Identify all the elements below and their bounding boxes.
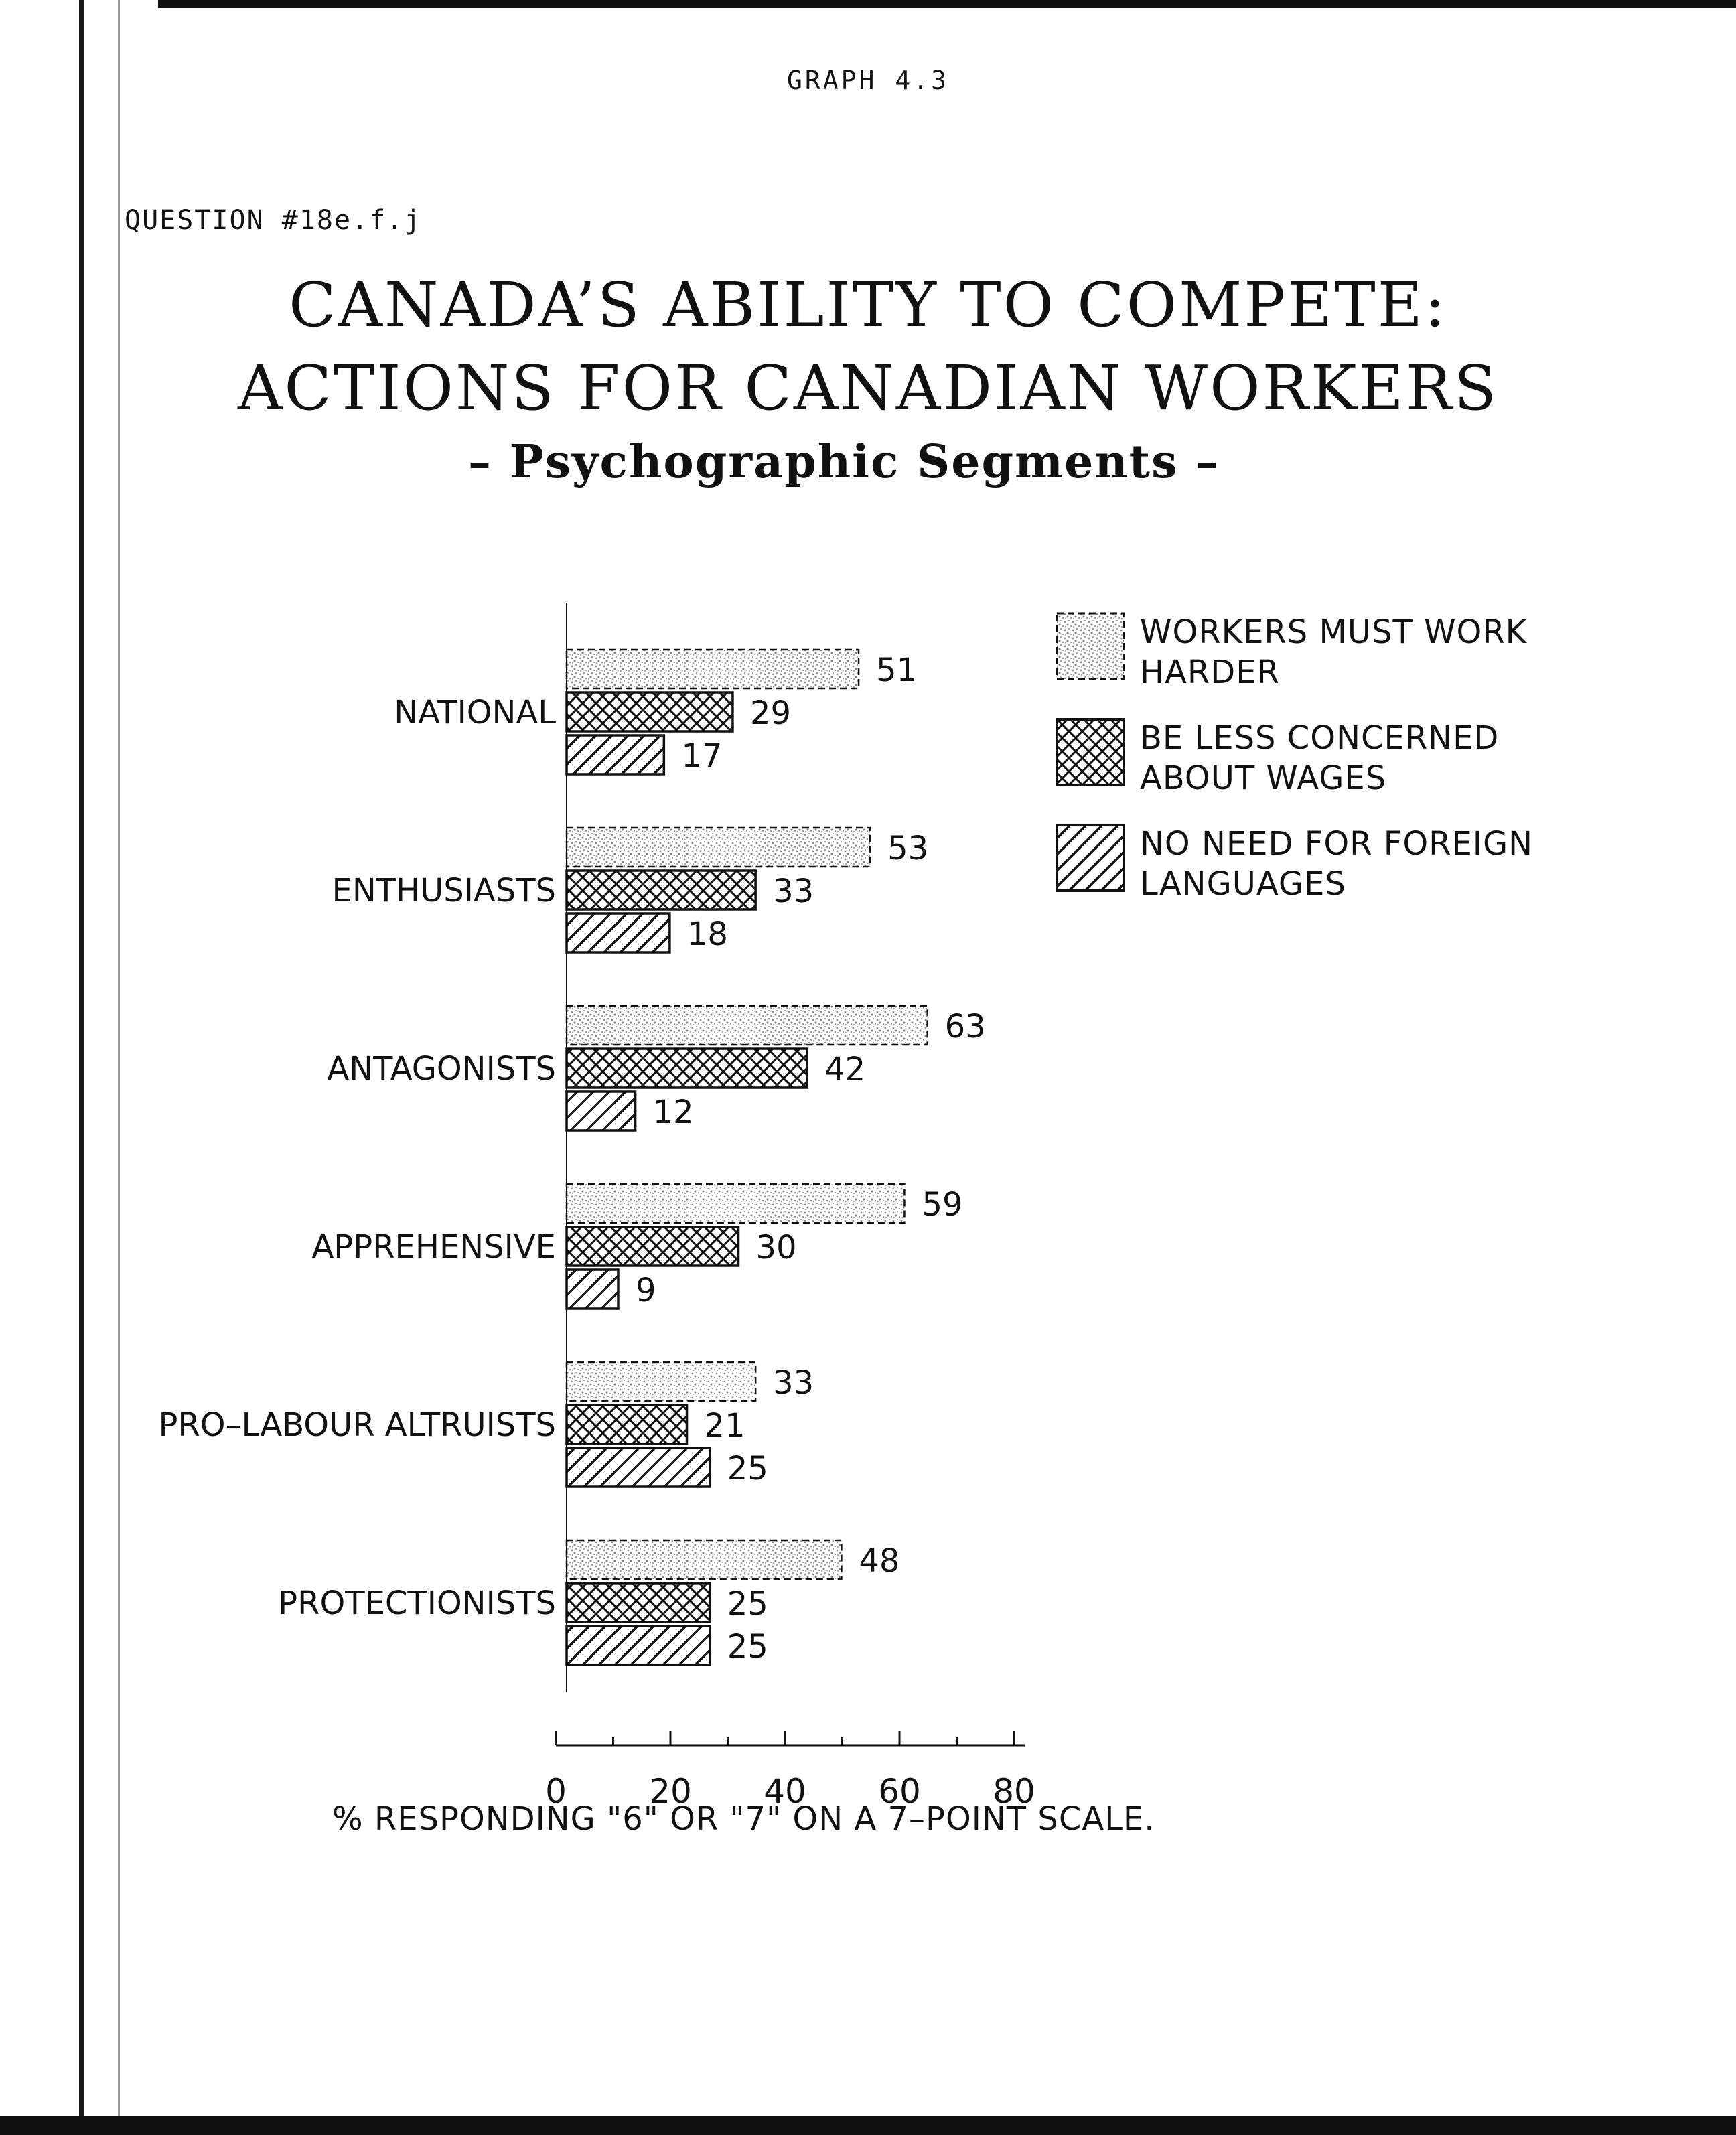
legend-swatch-crosshatch xyxy=(1056,718,1125,786)
bar-work-harder xyxy=(567,828,870,867)
legend-item-work-harder xyxy=(1056,612,1591,692)
category-label: PROTECTIONISTS xyxy=(278,1585,556,1622)
value-label: 48 xyxy=(859,1542,900,1580)
value-label: 53 xyxy=(887,830,929,867)
category-label: ENTHUSIASTS xyxy=(332,872,556,909)
value-label: 59 xyxy=(922,1186,963,1224)
legend-item-less-concerned xyxy=(1056,718,1591,798)
value-label: 42 xyxy=(824,1051,866,1088)
bar-work-harder xyxy=(567,1006,928,1045)
legend-swatch-diagonal xyxy=(1056,824,1125,892)
x-tick-label: 40 xyxy=(764,1772,806,1811)
bar-foreign-languages xyxy=(567,735,664,774)
value-label: 30 xyxy=(755,1229,797,1266)
graph-number: GRAPH 4.3 xyxy=(787,66,949,95)
x-tick-label: 80 xyxy=(993,1772,1035,1811)
axis-footnote: % RESPONDING "6" OR "7" ON A 7–POINT SCALE. xyxy=(332,1800,1155,1838)
value-label: 51 xyxy=(876,652,918,689)
value-label: 9 xyxy=(635,1272,656,1309)
value-label: 12 xyxy=(652,1094,694,1131)
bar-foreign-languages xyxy=(567,1270,618,1309)
legend-item-foreign-languages xyxy=(1056,824,1591,904)
bar-less-concerned xyxy=(567,871,755,909)
x-tick-label: 0 xyxy=(545,1772,567,1811)
value-label: 63 xyxy=(944,1008,986,1045)
x-tick-label: 20 xyxy=(649,1772,692,1811)
bar-less-concerned xyxy=(567,1405,687,1444)
category-label: PRO–LABOUR ALTRUISTS xyxy=(158,1406,556,1444)
value-label: 21 xyxy=(704,1407,745,1445)
value-label: 33 xyxy=(773,873,814,910)
bar-work-harder xyxy=(567,1540,841,1579)
bar-foreign-languages xyxy=(567,1448,710,1487)
value-label: 17 xyxy=(681,737,723,775)
bar-foreign-languages xyxy=(567,913,670,952)
value-label: 25 xyxy=(727,1628,768,1666)
value-label: 25 xyxy=(727,1450,768,1487)
bar-foreign-languages xyxy=(567,1626,710,1665)
value-label: 29 xyxy=(749,694,792,732)
bar-work-harder xyxy=(567,650,859,688)
value-label: 33 xyxy=(773,1364,814,1402)
category-label: APPREHENSIVE xyxy=(311,1228,556,1266)
question-reference: QUESTION #18e.f.j xyxy=(125,205,422,236)
bar-work-harder xyxy=(567,1362,755,1401)
legend-label: BE LESS CONCERNED ABOUT WAGES xyxy=(1140,719,1500,797)
scan-border-bottom xyxy=(0,2116,1736,2135)
value-label: 25 xyxy=(727,1585,768,1623)
bar-less-concerned xyxy=(567,1227,739,1266)
x-tick-label: 60 xyxy=(878,1772,921,1811)
bar-less-concerned xyxy=(567,1583,710,1622)
legend-label: WORKERS MUST WORK HARDER xyxy=(1140,613,1528,691)
bar-foreign-languages xyxy=(567,1092,636,1130)
category-label: NATIONAL xyxy=(394,694,556,731)
chart-title-line-1: CANADA’S ABILITY TO COMPETE: xyxy=(289,269,1447,341)
scan-border-top xyxy=(158,0,1736,8)
bar-less-concerned xyxy=(567,692,733,731)
bar-less-concerned xyxy=(567,1049,807,1088)
chart-title-line-2: ACTIONS FOR CANADIAN WORKERS xyxy=(238,352,1498,424)
legend-swatch-stipple xyxy=(1056,612,1125,680)
legend-label: NO NEED FOR FOREIGN LANGUAGES xyxy=(1140,825,1534,903)
value-label: 18 xyxy=(686,915,728,953)
chart-subtitle: – Psychographic Segments – xyxy=(467,435,1220,489)
bar-work-harder xyxy=(567,1184,904,1223)
category-label: ANTAGONISTS xyxy=(327,1050,556,1088)
